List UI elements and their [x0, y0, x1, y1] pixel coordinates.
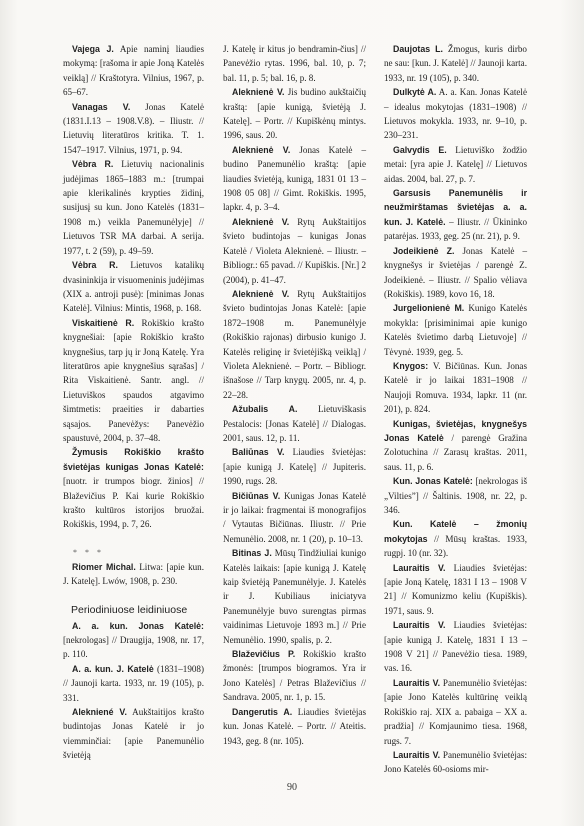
bib-entry — [223, 705, 366, 748]
page-number: 90 — [287, 782, 297, 793]
entry-text: Jonas Katelė – knygnešys ir švietėjas / parengė Z. Jodeikienė. – Iliustr. // Spalio vėliava (Rokiškis). 1989, kovo 16, 18. — [384, 245, 528, 299]
entry-text: Mūsų Tindžiuliai kunigo Katelės laikais: [apie kunigą J. Katelę kaip švietėją Panemunėlyje. J. Katelės ir J. Kubiliaus iniciatyva Panemunėlyje buvo surengtas pirmas vaidinimas Lietuvoje 1893 m.] // Prie Nemunėlio. 1990, spalis, p. 2. — [223, 548, 366, 645]
entry-text: A. a. Kan. Jonas Katelė – idealus mokytojas (1831–1908) // Lietuvos mokykla. 1933, nr. 9–10, p. 230–231. — [384, 87, 527, 141]
bib-entry — [223, 647, 366, 705]
entry-author: Aleknienė V. — [232, 216, 290, 227]
entry-text: Apie naminį liaudies mokymą: [rašoma ir apie Joną Katelės veiklą] // Kraštotyra. Vilnius, 1967, p. 65–67. — [63, 44, 204, 98]
entry-author: Jurgelionienė M. — [393, 303, 465, 314]
entry-text: (1831–1908) // Jaunoji karta. 1933, nr. 19 (105), p. 331. — [63, 663, 204, 703]
entry-author: Vajega J. — [72, 44, 114, 54]
entry-text: V. Bičiūnas. Kun. Jonas Katelė ir jo laikai 1831–1908 // Naujoji Romuva. 1934, lapkr. 11 (nr. 201), p. 824. — [384, 360, 528, 415]
entry-author: Dulkytė A. — [393, 87, 437, 98]
entry-text: Liaudies švietėjas: [apie kunigą J. Katelę] // Jupiteris. 1990, rugs. 28. — [223, 447, 366, 487]
bib-entry — [63, 560, 204, 589]
bib-entry — [384, 143, 527, 186]
entry-author: Žymusis Rokiškio krašto švietėjas kunigas Jonas Katelė: — [63, 447, 204, 472]
bib-entry — [223, 489, 366, 547]
spacer — [63, 589, 204, 603]
entry-text: Lietuvos katalikų dvasininkija ir visuomeninis judėjimas (XIX a. antroji pusė): [minimas Jonas Katelė]. Vilnius: Mintis, 1968, p. 168. — [63, 260, 204, 314]
entry-text: Rokiškio krašto žmonės: [trumpos biogramos. Yra ir Jono Katelės] / Petras Blaževičius // Sandrava. 2005, nr. 1, p. 15. — [223, 649, 366, 703]
entry-text: [nekrologas] // Draugija, 1908, nr. 17, p. 110. — [63, 635, 204, 660]
bib-entry — [384, 517, 527, 560]
entry-author: Kun. Katelė – žmonių mokytojas — [384, 519, 527, 544]
entry-text: Aukštaitijos krašto budintojas Jonas Katelė ir jo viemminčiai: [apie Panemunėlio švietėją — [63, 707, 205, 761]
entry-author: Aleknienė V. — [232, 288, 290, 299]
entry-author: Jodeikienė Z. — [393, 245, 455, 256]
entry-text: [nuotr. ir trumpos biogr. žinios] // Blaževičius P. Kai kurie Rokiškio krašto kultūros istorijos bruožai. Rokiškis, 1994, p. 7, 26. — [63, 476, 204, 530]
entry-text: Jonas Katelė – budino Panemunėlio kraštą: [apie liaudies švietėją, kunigą, 1831 01 13 – 1908 05 08] // Gimt. Rokiškis. 1995, lapkr. 4, p. 3–4. — [223, 144, 367, 213]
bib-entry — [223, 445, 366, 488]
entry-author: Lauraitis V. — [393, 620, 446, 631]
entry-author: Aleknienė V. — [232, 87, 285, 98]
entry-text: Rytų Aukštaitijos švieto budintojas – kunigas Jonas Katelė / Violeta Aleknienė. – Iliustr. – Bibliogr.: 65 pavad. // Kupiškis. [Nr.] 2 (2004), p. 41–47. — [223, 216, 366, 285]
bib-entry — [384, 244, 527, 302]
entry-text: Liaudies švietėjas kun. Jonas Katelė. – Portr. // Ateitis. 1943, geg. 8 (nr. 105). — [223, 706, 366, 746]
entry-author: Riomer Michal. — [72, 561, 136, 572]
entry-text: Litwa: [apie kun. J. Katelę]. Lwów, 1908, p. 230. — [63, 561, 204, 587]
entry-author: Kunigas, švietėjas, knygnešys Jonas Katelė — [384, 418, 527, 443]
entry-author: Bičiūnas V. — [232, 490, 281, 501]
bib-entry — [384, 85, 527, 143]
entry-author: Baliūnas V. — [232, 447, 285, 458]
bib-entry — [384, 417, 527, 475]
section-separator: * * * — [73, 547, 104, 557]
entry-author: Vanagas V. — [72, 101, 131, 112]
bib-entry — [384, 359, 527, 417]
entry-author: Vėbra R. — [72, 260, 118, 271]
bib-entry — [63, 445, 204, 531]
bib-entry — [63, 100, 204, 158]
entry-author: A. a. kun. Jonas Katelė: — [72, 620, 204, 631]
entry-text: / parengė Gražina Zolotuchina // Zarasų kraštas. 2011, saus. 11, p. 6. — [384, 432, 527, 472]
entry-text: Kunigas Jonas Katelė ir jo laikai: fragmentai iš monografijos / Vytautas Bičiūnas. Iliustr. // Prie Nemunėlio. 2008, nr. 1 (20), p. 10–13. — [223, 490, 366, 544]
entry-text: Kunigo Katelės mokykla: [prisiminimai apie kunigo Katelės švietimo darbą Lietuvoje] // Tėvynė. 1939, geg. 5. — [384, 303, 527, 357]
entry-author: Bitinas J. — [232, 548, 272, 559]
bib-entry — [384, 301, 527, 359]
bib-entry — [63, 619, 204, 662]
column-2 — [223, 42, 366, 748]
column-3 — [384, 42, 527, 777]
section-heading: Periodiniuose leidiniuose — [71, 603, 188, 616]
entry-text: – Iliustr. // Ūkininko patarėjas. 1933, geg. 25 (nr. 21), p. 9. — [384, 216, 528, 242]
entry-author: Alekniené V. — [72, 707, 127, 718]
entry-text: Jonas Katelė (1831.I.13 – 1908.V.8). – Iliustr. // Lietuvių literatūros kritika. T. 1. 1547–1917. Vilnius, 1971, p. 94. — [63, 101, 204, 155]
bib-entry — [384, 748, 527, 777]
entry-author: Kun. Jonas Katelė: — [393, 476, 473, 487]
entry-author: Viskaitienė R. — [72, 317, 135, 328]
entry-text: Lietuviško žodžio metai: [yra apie J. Katelę] // Lietuvos aidas. 2004, bal. 27, p. 7. — [384, 144, 527, 184]
entry-author: Lauraitis V. — [393, 677, 441, 688]
entry-author: Vėbra R. — [72, 159, 114, 170]
continued-entry-text: J. Katelę ir kitus jo bendramin-čius] // Panevėžio rytas. 1996, bal. 10, p. 7; bal. 11, p. 5; bal. 16, p. 8. — [223, 44, 366, 83]
column-1 — [63, 42, 204, 763]
entry-author: Aleknienė V. — [232, 144, 291, 155]
bib-entry — [223, 546, 366, 647]
bib-entry — [384, 186, 527, 244]
entry-text: Lietuvių nacionalinis judėjimas 1865–1883 m.: [trumpai apie klerikalinės krypties židinį, susijusį su kun. Jono Katelės (1831–1908 m.) veikla Panemunėlyje] // Lietuvos TSR MA darbai. A serija. 1977, t. 2 (59), p. 49–59. — [63, 159, 204, 256]
bib-entry — [63, 662, 204, 705]
entry-author: A. a. kun. J. Katelė — [72, 663, 154, 674]
entry-text: Jis budino aukštaičių kraštą: [apie kunigą, švietėją J. Katelę]. – Portr. // Kupiškėnų mintys. 1996, saus. 20. — [223, 87, 367, 141]
entry-author: Ažubalis A. — [232, 404, 298, 415]
entry-author: Dangerutis A. — [232, 706, 293, 717]
bib-entry — [63, 258, 204, 316]
entry-text: Panemunėlio švietėjas: Jono Katelės 60-osioms mir- — [384, 749, 527, 775]
entry-text: Liaudies švietėjas: [apie kunigą J. Katelę, 1831 I 13 – 1908 V 21] // Panevėžio tiesa. 1989, vas. 16. — [384, 620, 527, 674]
bib-entry — [384, 474, 527, 517]
entry-author: Blaževičius P. — [232, 649, 296, 660]
entry-text: Žmogus, kuris dirbo ne sau: [kun. J. Katelė] // Jaunoji karta. 1933, nr. 19 (105), p. 340. — [384, 44, 527, 83]
bib-entry — [63, 705, 204, 763]
bib-entry — [384, 561, 527, 619]
entry-author: Knygos: — [393, 360, 429, 371]
entry-text: Rytų Aukštaitijos švieto budintojas Jonas Katelė: [apie 1872–1908 m. Panemunėlyje (Rokiškio rajonas) dirbusio kunigo J. Katelės religinę ir švietėjišką veiklą] / Violeta Aleknienė. – Portr. – Bibliogr. išnašose // Tarp knygų. 2005, nr. 4, p. 22–28. — [223, 288, 366, 400]
bib-entry — [384, 618, 527, 676]
entry-text: Lietuviškasis Pestalocis: [Jonas Katelė] // Dialogas. 2001, saus. 12, p. 11. — [223, 404, 366, 443]
entry-text: Liaudies švietėjas: [apie Joną Katelę, 1831 I 13 – 1908 V 21] // Komunizmo keliu (Kupiškis). 1971, saus. 9. — [384, 562, 527, 616]
bib-entry — [223, 143, 366, 215]
spacer — [63, 532, 204, 546]
entry-author: Garsusis Panemunėlis ir neužmirštamas švietėjas a. a. kun. J. Katelė. — [384, 188, 527, 227]
entry-text: Rokiškio krašto knygnešiai: [apie Rokiškio krašto knygnešius, tarp jų ir Joną Katelę. Yra literatūros apie knygnešius sąrašas] / Rita Viskaitienė. Santr. angl. // Lietuviškos spaudos atgavimo šimtmetis: praeities ir dabarties sąsajos. Panevėžys: Panevėžio spaustuvė, 2004, p. 37–48. — [63, 317, 204, 443]
entry-author: Galvydis E. — [393, 144, 447, 155]
entry-text: // Mūsų kraštas. 1933, rugpj. 10 (nr. 32). — [384, 533, 527, 559]
entry-text: Panemunėlio švietėjas: [apie Jono Katelės kultūrinę veiklą Rokiškio raj. XIX a. pabaiga – XX a. pradžia] // Komjaunimo tiesa. 1968, rugs. 7. — [384, 677, 527, 746]
entry-author: Daujotas L. — [393, 44, 443, 54]
entry-text: [nekrologas iš „Viltiesˮ] // Šaltinis. 1908, nr. 22, p. 346. — [384, 476, 527, 515]
bib-entry — [63, 316, 204, 446]
bib-entry — [223, 402, 366, 445]
bib-entry — [223, 85, 366, 143]
bib-entry — [63, 157, 204, 258]
entry-author: Lauraitis V. — [393, 749, 441, 760]
bib-entry — [223, 287, 366, 402]
bib-entry — [63, 42, 204, 100]
bib-entry — [384, 676, 527, 748]
entry-author: Lauraitis V. — [393, 562, 446, 573]
bib-entry — [223, 215, 366, 287]
bib-entry — [384, 42, 527, 85]
